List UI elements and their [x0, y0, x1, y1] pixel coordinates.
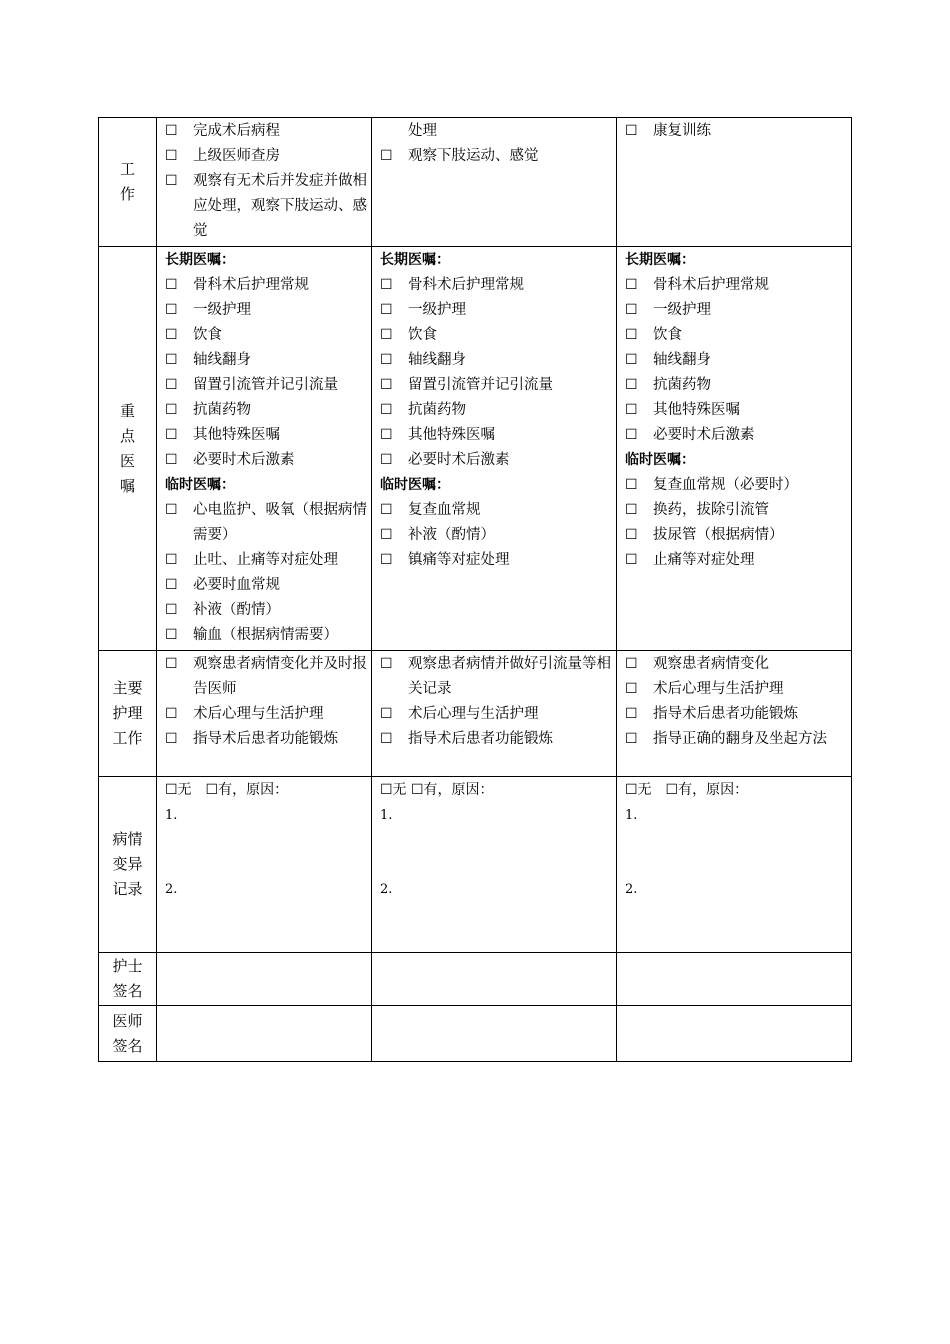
checklist-item-label: 饮食	[193, 327, 222, 343]
checklist-item[interactable]	[165, 119, 367, 144]
checkbox-icon[interactable]: ☐	[380, 148, 393, 164]
row-doctor-signature	[99, 1006, 852, 1062]
nurse-signature-field-col2[interactable]	[372, 953, 617, 1006]
checklist-item-label: 指导术后患者功能锻炼	[408, 731, 553, 747]
long-term-orders-heading: 长期医嘱：	[380, 252, 450, 268]
nursing-col3	[617, 651, 852, 777]
checkbox-icon[interactable]: ☐	[165, 577, 178, 593]
checkbox-icon[interactable]: ☐	[625, 552, 638, 568]
checklist-item[interactable]	[165, 448, 367, 473]
checklist-item[interactable]	[380, 144, 612, 169]
checklist-item-label: 一级护理	[653, 302, 711, 318]
checklist-item-label: 骨科术后护理常规	[653, 277, 769, 293]
checklist-item[interactable]	[625, 548, 847, 573]
checkbox-icon[interactable]: ☐	[625, 656, 638, 672]
checklist-item[interactable]	[380, 273, 612, 298]
checkbox-icon[interactable]: ☐	[165, 277, 178, 293]
checkbox-icon[interactable]: ☐	[165, 302, 178, 318]
checklist-item-label: 拔尿管（根据病情）	[653, 527, 784, 543]
checklist-item-label: 轴线翻身	[653, 352, 711, 368]
checklist	[625, 273, 847, 448]
checklist-item[interactable]	[625, 298, 847, 323]
checklist-item[interactable]	[165, 169, 367, 244]
checklist-item-label: 观察患者病情变化并及时报告医师	[193, 656, 367, 697]
checklist	[165, 119, 367, 244]
checkbox-icon[interactable]: ☐	[380, 377, 393, 393]
row-label-work: 工 作	[99, 118, 157, 247]
checkbox-icon[interactable]: ☐	[165, 173, 178, 189]
nurse-signature-field-col1[interactable]	[157, 953, 372, 1006]
checklist-item-label: 骨科术后护理常规	[193, 277, 309, 293]
checklist-item-label: 必要时术后激素	[193, 452, 295, 468]
checkbox-icon[interactable]: ☐	[165, 148, 178, 164]
doctor-signature-field-col2[interactable]	[372, 1006, 617, 1062]
variation-item-2: 2.	[165, 882, 178, 897]
checklist-item[interactable]	[165, 548, 367, 573]
checkbox-icon[interactable]: ☐	[380, 327, 393, 343]
long-term-orders-heading: 长期医嘱：	[625, 252, 695, 268]
checklist	[165, 652, 367, 752]
row-orders	[99, 247, 852, 651]
checklist-item-label: 抗菌药物	[653, 377, 711, 393]
checklist-item[interactable]	[380, 727, 612, 752]
checklist-item[interactable]	[625, 323, 847, 348]
checklist-item[interactable]	[625, 423, 847, 448]
checklist-item[interactable]	[165, 573, 367, 598]
checkbox-icon[interactable]: ☐	[165, 552, 178, 568]
checklist-item-label: 指导正确的翻身及坐起方法	[653, 731, 827, 747]
checklist-item[interactable]	[625, 473, 847, 498]
checklist-item-label: 止痛等对症处理	[653, 552, 755, 568]
checklist-item-label: 镇痛等对症处理	[408, 552, 510, 568]
checkbox-icon[interactable]: ☐	[380, 352, 393, 368]
checklist	[625, 473, 847, 573]
checkbox-icon[interactable]: ☐	[625, 277, 638, 293]
checkbox-icon[interactable]: ☐	[625, 477, 638, 493]
checklist	[625, 119, 847, 144]
checklist-item-label: 其他特殊医嘱	[408, 427, 495, 443]
checkbox-icon[interactable]: ☐	[165, 502, 178, 518]
checklist-item[interactable]	[380, 498, 612, 523]
checklist-item[interactable]	[165, 273, 367, 298]
checkbox-icon[interactable]: ☐	[165, 452, 178, 468]
checkbox-icon[interactable]: ☐	[625, 377, 638, 393]
checklist-item[interactable]	[380, 348, 612, 373]
checklist-item-label: 留置引流管并记引流量	[193, 377, 338, 393]
checklist-item-label: 复查血常规	[408, 502, 481, 518]
checklist-item[interactable]	[165, 623, 367, 648]
row-label-nurse-signature: 护士 签名	[99, 953, 157, 1006]
variation-col2	[372, 777, 617, 953]
checklist-item[interactable]	[625, 523, 847, 548]
checklist-item[interactable]	[380, 323, 612, 348]
work-col3	[617, 118, 852, 247]
checklist-item[interactable]	[380, 652, 612, 702]
checklist-item[interactable]	[165, 323, 367, 348]
variation-item-2: 2.	[625, 882, 638, 897]
checkbox-icon[interactable]: ☐	[380, 452, 393, 468]
checkbox-icon[interactable]: ☐	[165, 627, 178, 643]
variation-item-2: 2.	[380, 882, 393, 897]
checklist-item-label: 补液（酌情）	[408, 527, 495, 543]
work-col2	[372, 118, 617, 247]
checklist-item[interactable]	[380, 298, 612, 323]
checklist	[380, 498, 612, 573]
row-label-doctor-signature: 医师 签名	[99, 1006, 157, 1062]
checklist-item-label: 饮食	[408, 327, 437, 343]
checklist-item[interactable]	[625, 652, 847, 677]
variation-col1	[157, 777, 372, 953]
checklist	[165, 498, 367, 648]
long-term-orders-heading: 长期医嘱：	[165, 252, 235, 268]
checklist-item-label: 输血（根据病情需要）	[193, 627, 338, 643]
checklist-item[interactable]	[165, 652, 367, 702]
checkbox-icon[interactable]: ☐	[165, 602, 178, 618]
checkbox-icon[interactable]: ☐	[380, 527, 393, 543]
checklist-item[interactable]	[165, 348, 367, 373]
checklist-item[interactable]	[380, 548, 612, 573]
row-nurse-signature	[99, 953, 852, 1006]
orders-col3	[617, 247, 852, 651]
checkbox-icon[interactable]: ☐	[625, 681, 638, 697]
checklist-item[interactable]	[380, 702, 612, 727]
checklist-item-label: 观察有无术后并发症并做相应处理，观察下肢运动、感觉	[193, 173, 367, 239]
checklist-item-label: 轴线翻身	[193, 352, 251, 368]
orders-col1	[157, 247, 372, 651]
checklist-item-label: 止吐、止痛等对症处理	[193, 552, 338, 568]
checkbox-icon[interactable]: ☐	[380, 277, 393, 293]
variation-col3	[617, 777, 852, 953]
checklist-item[interactable]	[625, 398, 847, 423]
checklist-item-label: 完成术后病程	[193, 123, 280, 139]
checklist-item-label: 换药，拔除引流管	[653, 502, 769, 518]
checklist-item[interactable]	[165, 498, 367, 548]
checklist-item-label: 心电监护、吸氧（根据病情需要）	[193, 502, 367, 543]
variation-item-1: 1.	[380, 808, 393, 823]
checklist-item[interactable]	[165, 598, 367, 623]
row-label-nursing: 主要 护理 工作	[99, 651, 157, 777]
checklist-item-label: 术后心理与生活护理	[193, 706, 324, 722]
checklist-item-label: 饮食	[653, 327, 682, 343]
checkbox-icon[interactable]: ☐	[625, 352, 638, 368]
variation-item-1: 1.	[625, 808, 638, 823]
orders-col2	[372, 247, 617, 651]
checklist-item[interactable]	[165, 398, 367, 423]
checkbox-icon[interactable]: ☐	[165, 327, 178, 343]
checklist-item[interactable]	[165, 727, 367, 752]
checklist-item[interactable]	[625, 498, 847, 523]
checkbox-icon[interactable]: ☐	[625, 402, 638, 418]
checkbox-icon[interactable]: ☐	[380, 302, 393, 318]
nurse-signature-field-col3[interactable]	[617, 953, 852, 1006]
variation-item-1: 1.	[165, 808, 178, 823]
clinical-pathway-table	[98, 117, 851, 1062]
checkbox-icon[interactable]: ☐	[625, 527, 638, 543]
variation-options[interactable]: ☐无 ☐有，原因：	[380, 782, 494, 798]
checklist-item[interactable]	[380, 523, 612, 548]
checklist-item-label: 骨科术后护理常规	[408, 277, 524, 293]
checkbox-icon[interactable]: ☐	[625, 302, 638, 318]
checklist-item-label: 一级护理	[193, 302, 251, 318]
checkbox-icon[interactable]: ☐	[625, 706, 638, 722]
checkbox-icon[interactable]: ☐	[380, 427, 393, 443]
checkbox-icon[interactable]: ☐	[165, 123, 178, 139]
checklist-item-label: 轴线翻身	[408, 352, 466, 368]
variation-options[interactable]: ☐无 ☐有，原因：	[625, 782, 749, 798]
checklist-item[interactable]	[625, 373, 847, 398]
checkbox-icon[interactable]: ☐	[380, 502, 393, 518]
checklist-item[interactable]	[165, 144, 367, 169]
checkbox-icon[interactable]: ☐	[380, 731, 393, 747]
row-variation	[99, 777, 852, 953]
checklist-item-label: 术后心理与生活护理	[408, 706, 539, 722]
checklist-item-label: 抗菌药物	[408, 402, 466, 418]
row-work	[99, 118, 852, 247]
checklist-item-label: 其他特殊医嘱	[653, 402, 740, 418]
checklist-item[interactable]	[165, 702, 367, 727]
checklist	[380, 652, 612, 752]
checklist-item[interactable]	[625, 273, 847, 298]
checkbox-icon[interactable]: ☐	[380, 402, 393, 418]
doctor-signature-field-col3[interactable]	[617, 1006, 852, 1062]
checklist-item-label: 其他特殊医嘱	[193, 427, 280, 443]
checklist-item-label: 必要时术后激素	[408, 452, 510, 468]
checklist	[165, 273, 367, 473]
checklist	[380, 273, 612, 473]
checklist-item-label: 指导术后患者功能锻炼	[653, 706, 798, 722]
checkbox-icon[interactable]: ☐	[625, 427, 638, 443]
checklist-item-label: 补液（酌情）	[193, 602, 280, 618]
checkbox-icon[interactable]: ☐	[380, 552, 393, 568]
checklist	[625, 652, 847, 752]
continued-text: 处理	[408, 123, 437, 139]
temporary-orders-heading: 临时医嘱：	[165, 477, 235, 493]
nursing-col2	[372, 651, 617, 777]
row-label-variation: 病情 变异 记录	[99, 777, 157, 953]
checkbox-icon[interactable]: ☐	[625, 502, 638, 518]
work-col1	[157, 118, 372, 247]
checklist-item-label: 观察下肢运动、感觉	[408, 148, 539, 164]
checklist-item-label: 观察患者病情变化	[653, 656, 769, 672]
variation-options[interactable]: ☐无 ☐有，原因：	[165, 782, 289, 798]
checklist-item[interactable]	[625, 727, 847, 752]
checklist-item[interactable]	[380, 373, 612, 398]
checklist-item[interactable]	[380, 398, 612, 423]
checklist-item-label: 留置引流管并记引流量	[408, 377, 553, 393]
checklist-item[interactable]	[165, 373, 367, 398]
checkbox-icon[interactable]: ☐	[625, 731, 638, 747]
checkbox-icon[interactable]: ☐	[165, 352, 178, 368]
checklist-item-label: 上级医师查房	[193, 148, 280, 164]
checkbox-icon[interactable]: ☐	[165, 731, 178, 747]
temporary-orders-heading: 临时医嘱：	[625, 452, 695, 468]
checkbox-icon[interactable]: ☐	[380, 656, 393, 672]
checkbox-icon[interactable]: ☐	[165, 377, 178, 393]
checkbox-icon[interactable]: ☐	[165, 656, 178, 672]
checklist-item-label: 指导术后患者功能锻炼	[193, 731, 338, 747]
checklist-item[interactable]	[165, 423, 367, 448]
checklist-item-label: 抗菌药物	[193, 402, 251, 418]
checklist-item[interactable]	[625, 119, 847, 144]
temporary-orders-heading: 临时医嘱：	[380, 477, 450, 493]
checklist-item[interactable]	[165, 298, 367, 323]
checkbox-icon[interactable]: ☐	[165, 402, 178, 418]
checklist-item[interactable]	[380, 448, 612, 473]
row-nursing	[99, 651, 852, 777]
checkbox-icon[interactable]: ☐	[380, 706, 393, 722]
checkbox-icon[interactable]: ☐	[625, 123, 638, 139]
checklist-item-label: 康复训练	[653, 123, 711, 139]
checklist-item[interactable]	[380, 423, 612, 448]
checkbox-icon[interactable]: ☐	[165, 427, 178, 443]
checkbox-icon[interactable]: ☐	[625, 327, 638, 343]
row-label-orders: 重 点 医 嘱	[99, 247, 157, 651]
checklist-item-label: 术后心理与生活护理	[653, 681, 784, 697]
checklist-item[interactable]	[625, 348, 847, 373]
doctor-signature-field-col1[interactable]	[157, 1006, 372, 1062]
checklist-item-label: 一级护理	[408, 302, 466, 318]
checklist-item-label: 观察患者病情并做好引流量等相关记录	[408, 656, 611, 697]
checkbox-icon[interactable]: ☐	[165, 706, 178, 722]
nursing-col1	[157, 651, 372, 777]
checklist	[380, 144, 612, 169]
checklist-item[interactable]	[625, 702, 847, 727]
checklist-item-label: 复查血常规（必要时）	[653, 477, 798, 493]
checklist-item[interactable]	[625, 677, 847, 702]
checklist-item-label: 必要时血常规	[193, 577, 280, 593]
checklist-item-label: 必要时术后激素	[653, 427, 755, 443]
